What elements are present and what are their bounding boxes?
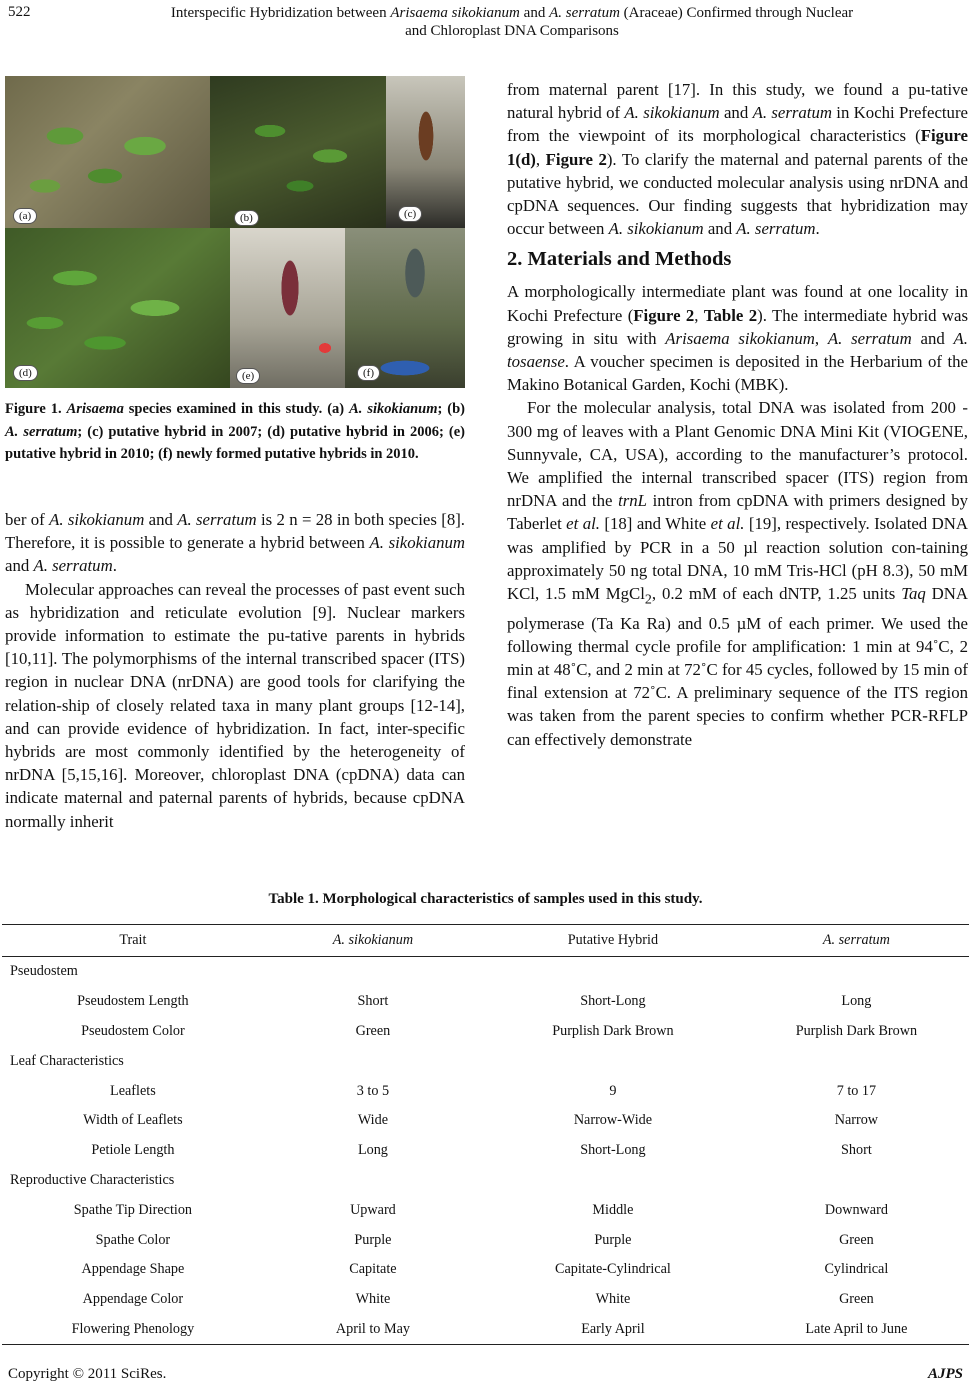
- journal-abbrev: AJPS: [927, 1366, 963, 1382]
- caption-text: ; (c) putative hybrid in 2007; (d) putative hybrid in 2006; (e) putative hybrid in 2010; (f) newly formed putative hybrids in 2010.: [5, 423, 465, 462]
- table-cell: Spathe Tip Direction: [73, 1201, 193, 1218]
- table-cell: Appendage Color: [82, 1291, 184, 1308]
- enzyme-name: Taq: [901, 584, 926, 604]
- figure-reference: Figure 2: [633, 305, 695, 325]
- text: and: [5, 556, 34, 576]
- table-cell: Wide: [357, 1112, 388, 1129]
- species-name: A. serratum: [752, 103, 832, 123]
- species-name: A. sikokianum: [49, 510, 145, 529]
- table-cell: Green: [355, 1022, 391, 1039]
- table-cell: 9: [609, 1082, 617, 1099]
- table-row: [2, 1017, 969, 1047]
- panel-label: (a): [13, 208, 37, 224]
- header-text: Interspecific Hybridization between: [170, 5, 391, 21]
- caption-text: ; (b): [437, 401, 465, 417]
- table-cell: Long: [841, 993, 872, 1010]
- text: ,: [814, 328, 828, 348]
- table-cell: 7 to 17: [836, 1082, 877, 1099]
- text: .: [112, 556, 117, 576]
- text: .: [815, 219, 820, 239]
- table-cell: Downward: [824, 1201, 888, 1218]
- table-cell: 3 to 5: [356, 1082, 390, 1099]
- table-cell: Purplish Dark Brown: [552, 1022, 674, 1039]
- table-cell: Upward: [350, 1201, 396, 1218]
- table-row: [2, 1255, 969, 1285]
- text: from maternal parent [17]. In this study, we found a pu-tative natural hybrid of: [507, 80, 968, 123]
- species-name: A. sikokianum: [624, 103, 720, 123]
- text: [18] and White: [599, 514, 711, 534]
- left-column: [5, 508, 465, 833]
- table-header-row: [2, 925, 969, 957]
- photo-panel-a: [5, 76, 210, 228]
- panel-label: (c): [398, 206, 422, 222]
- table-row: [2, 1285, 969, 1315]
- caption-species: A. serratum: [5, 423, 78, 440]
- group-label: Leaf Characteristics: [10, 1052, 124, 1069]
- running-header: [62, 4, 962, 40]
- panel-label: (f): [357, 365, 380, 381]
- table-cell: Late April to June: [744, 1315, 969, 1345]
- column-header: A. sikokianum: [264, 925, 482, 957]
- species-name: A. serratum: [177, 510, 257, 529]
- photo-panel-b: [210, 76, 386, 228]
- species-name: Arisaema sikokianum: [665, 328, 815, 348]
- citation-etal: et al.: [710, 514, 745, 534]
- group-label: Pseudostem: [10, 963, 78, 980]
- table-cell: White: [595, 1291, 631, 1308]
- header-text: (Araceae) Confirmed through Nuclear: [619, 5, 854, 21]
- table-group-row: [2, 1166, 969, 1196]
- text: intron from cpDNA with primers designed by Taberlet: [507, 491, 968, 534]
- table-cell: Width of Leaflets: [83, 1112, 183, 1129]
- panel-label: (d): [13, 365, 38, 381]
- table-cell: Capitate-Cylindrical: [555, 1261, 671, 1278]
- paragraph: [507, 396, 968, 750]
- table-cell: Short-Long: [580, 993, 646, 1010]
- table-row: [2, 1136, 969, 1166]
- text: and: [144, 510, 178, 529]
- section-heading: 2. Materials and Methods: [507, 248, 732, 271]
- figure-reference: Figure 1(d): [507, 126, 968, 169]
- text: ,: [535, 149, 546, 169]
- text: and: [911, 328, 954, 348]
- species-name: A. serratum: [827, 328, 912, 348]
- text: and: [719, 103, 753, 123]
- species-name: A. sikokianum: [608, 219, 704, 239]
- text: is 2 n = 28 in both species [8]. Therefore, it is possible to generate a hybrid between: [5, 510, 466, 553]
- text: ). To clarify the maternal and paternal parents of the putative hybrid, we conducted molecular analysis using nrDNA and cpDNA sequences. Our finding suggests that hybridization may occur between: [507, 149, 968, 239]
- text: , 0.2 mM of each dNTP, 1.25 units: [651, 584, 902, 604]
- table-cell: Green: [839, 1231, 874, 1248]
- table-cell: Purple: [354, 1231, 392, 1248]
- paragraph: Molecular approaches can reveal the processes of past event such as hybridization and reticulate evolution [9]. Nuclear markers provide information to estimate the pu-tative parents in hybrids [10,11]. The polymorphisms of the internal transcribed spacer (ITS) region in nuclear DNA (nrDNA) are good tools for clarifying the relation-ship of closely related taxa in many plant groups [12-14], and can provide evidence of hybridization. In fact, inter-specific hybrids are most commonly identified by the heterogeneity of nrDNA [5,15,16]. Moreover, chloroplast DNA (cpDNA) data can indicate maternal and paternal parents of hybrids, because cpDNA normally inherit: [5, 579, 465, 831]
- group-label: Reproductive Characteristics: [10, 1171, 175, 1188]
- table-row: [2, 1195, 969, 1225]
- text: . A voucher specimen is deposited in the Herbarium of the Makino Botanical Garden, Kochi (MBK).: [507, 352, 968, 395]
- table-cell: Green: [839, 1291, 874, 1308]
- species-name: A. sikokianum: [369, 533, 465, 553]
- species-name: A. tosaense: [507, 328, 968, 372]
- header-text: and: [519, 5, 550, 21]
- table-cell: Petiole Length: [91, 1142, 175, 1159]
- photo-panel-d: [5, 228, 230, 388]
- citation-etal: et al.: [566, 514, 600, 534]
- panel-label: (e): [236, 368, 260, 384]
- gene-name: trnL: [618, 491, 647, 511]
- table-cell: Pseudostem Length: [77, 993, 189, 1010]
- paragraph: [5, 508, 465, 578]
- paragraph: [507, 280, 968, 396]
- text: For the molecular analysis, total DNA was isolated from 200 - 300 mg of leaves with a Plant Genomic DNA Mini Kit (VIOGENE, Sunnyvale, CA, USA), according to the manufacturer’s protocol. We amplified the internal transcribed spacer (ITS) region from nrDNA and the: [507, 398, 968, 511]
- table-row: [2, 1315, 969, 1345]
- caption-genus: Arisaema: [66, 401, 124, 417]
- table-1: [2, 924, 969, 1345]
- figure-1-caption: [5, 398, 465, 466]
- table-cell: Leaflets: [110, 1082, 156, 1099]
- table-cell: Flowering Phenology: [2, 1315, 264, 1345]
- figure-1-photos: [5, 76, 465, 388]
- column-header: A. serratum: [744, 925, 969, 957]
- table-row: [2, 1076, 969, 1106]
- table-cell: Middle: [592, 1201, 634, 1218]
- table-cell: Capitate: [349, 1261, 397, 1278]
- caption-text: Figure 1.: [5, 401, 67, 417]
- photo-panel-e: [230, 228, 345, 388]
- table-row: [2, 1225, 969, 1255]
- table-cell: Long: [357, 1142, 388, 1159]
- text: and: [703, 219, 737, 239]
- text: [19], respectively. Isolated DNA was amplified by PCR in a 50 µl reaction solution con-taining approximately 50 ng total DNA, 10 mM Tris-HCl (pH 8.3), 50 mM KCl, 1.5 mM MgCl: [507, 514, 968, 604]
- table-cell: Purple: [594, 1231, 632, 1248]
- column-header: Putative Hybrid: [482, 925, 744, 957]
- table-cell: Narrow: [834, 1112, 879, 1129]
- caption-text: species examined in this study. (a): [123, 401, 350, 417]
- table-cell: Narrow-Wide: [573, 1112, 653, 1129]
- table-cell: Short-Long: [580, 1142, 646, 1159]
- table-row: [2, 987, 969, 1017]
- caption-species: A. sikokianum: [349, 401, 438, 417]
- species-name: A. serratum: [736, 219, 816, 239]
- table-1-title: Table 1. Morphological characteristics of samples used in this study.: [268, 891, 703, 907]
- text: A morphologically intermediate plant was found at one locality in Kochi Prefecture (: [507, 282, 968, 325]
- text: DNA polymerase (Ta Ka Ra) and 0.5 µM of each primer. We used the following thermal cycle profile for amplification: 1 min at 94˚C, 2 min at 48˚C, and 2 min at 72˚C for 45 cycles, followed by 15 min of final extension at 72˚C. A preliminary sequence of the ITS region was taken from the parent species to confirm whether PCR-RFLP can effectively demonstrate: [507, 584, 968, 749]
- header-line2: and Chloroplast DNA Comparisons: [405, 23, 619, 39]
- text: ,: [694, 305, 704, 325]
- table-cell: Short: [357, 993, 389, 1010]
- table-cell: Pseudostem Color: [81, 1022, 185, 1039]
- paragraph: [507, 78, 968, 240]
- figure-reference: Figure 2: [545, 149, 607, 169]
- table-row: [2, 1106, 969, 1136]
- table-group-row: [2, 957, 969, 987]
- text: in Kochi Prefecture from the viewpoint of its morphological characteristics (: [507, 103, 968, 146]
- table-cell: White: [355, 1291, 391, 1308]
- table-cell: Appendage Shape: [81, 1261, 185, 1278]
- header-species: A. serratum: [549, 5, 620, 21]
- subscript: 2: [644, 592, 652, 608]
- right-column: [507, 78, 968, 751]
- text: ). The intermediate hybrid was growing in situ with: [507, 305, 968, 348]
- species-name: A. serratum: [33, 556, 113, 576]
- table-reference: Table 2: [703, 305, 758, 325]
- table-cell: Cylindrical: [824, 1261, 889, 1278]
- table-group-row: [2, 1046, 969, 1076]
- page-number: 522: [8, 4, 31, 20]
- photo-panel-f: [345, 228, 465, 388]
- panel-label: (b): [234, 210, 259, 226]
- table-cell: April to May: [264, 1315, 482, 1345]
- header-species: Arisaema sikokianum: [390, 5, 520, 21]
- photo-panel-c: [386, 76, 465, 228]
- table-cell: Early April: [482, 1315, 744, 1345]
- text: ber of: [5, 510, 50, 529]
- table-cell: Spathe Color: [95, 1231, 171, 1248]
- column-header: Trait: [2, 925, 264, 957]
- copyright-footer: Copyright © 2011 SciRes.: [8, 1366, 167, 1382]
- table-cell: Purplish Dark Brown: [795, 1022, 918, 1039]
- table-cell: Short: [841, 1142, 872, 1159]
